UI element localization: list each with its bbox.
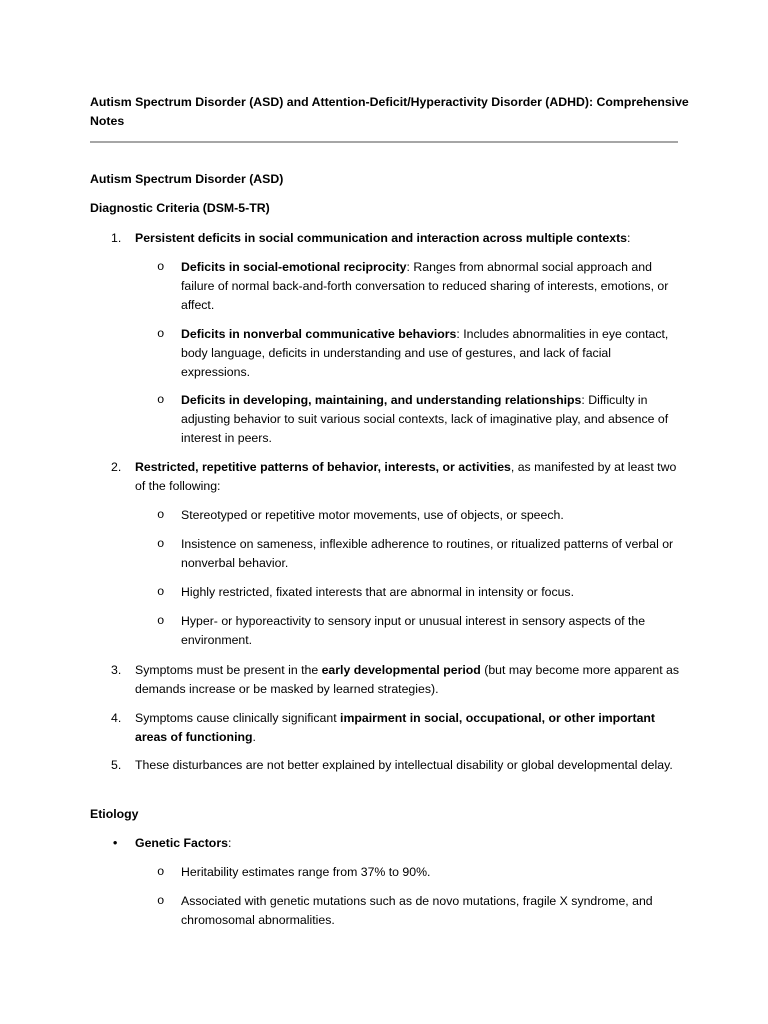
criterion-2-subitem-4	[157, 612, 681, 650]
subitem-text: Stereotyped or repetitive motor movements, use of objects, or speech.	[181, 508, 564, 522]
criterion-1-subitem-3	[157, 391, 681, 448]
criterion-bold-text: early developmental period	[321, 663, 481, 677]
criterion-number: 1.	[111, 231, 122, 245]
criterion-text: :	[627, 231, 631, 245]
criterion-2	[111, 458, 680, 496]
criterion-bold-text: Restricted, repetitive patterns of behavior, interests, or activities	[135, 460, 511, 474]
bullet-marker: o	[157, 327, 165, 341]
document-title: Autism Spectrum Disorder (ASD) and Attention-Deficit/Hyperactivity Disorder (ADHD): Comprehensive Notes	[90, 95, 689, 128]
criterion-4	[111, 709, 680, 747]
criterion-2-subitem-3	[157, 583, 681, 602]
subsection-heading-criteria: Diagnostic Criteria (DSM-5-TR)	[90, 201, 270, 215]
bullet-marker: o	[157, 614, 165, 628]
bullet-marker: o	[157, 585, 165, 599]
subitem-text: Highly restricted, fixated interests that are abnormal in intensity or focus.	[181, 585, 574, 599]
criterion-3	[111, 661, 680, 699]
criterion-1-subitem-1	[157, 258, 681, 315]
etiology-item-genetic	[113, 834, 680, 853]
criterion-2-subitem-2	[157, 535, 681, 573]
etiology-bold-text: Genetic Factors	[135, 836, 228, 850]
criterion-bold-text: Persistent deficits in social communication and interaction across multiple contexts	[135, 231, 628, 245]
criterion-pre-text: Symptoms cause clinically significant	[135, 711, 341, 725]
criterion-5	[111, 756, 680, 775]
bullet-marker: o	[157, 537, 165, 551]
criterion-number: 4.	[111, 711, 122, 725]
criterion-text: (but may become more apparent as demands increase or be masked by learned strategies).	[135, 663, 680, 696]
criterion-number: 5.	[111, 758, 122, 772]
etiology-subitem-1	[157, 863, 681, 882]
bullet-marker: o	[157, 894, 165, 908]
criterion-text: These disturbances are not better explained by intellectual disability or global developmental delay.	[135, 758, 673, 772]
etiology-subitem-2	[157, 892, 681, 930]
bullet-marker: o	[157, 508, 165, 522]
bullet-marker: o	[157, 865, 165, 879]
subitem-text: : Includes abnormalities in eye contact, body language, deficits in understanding and use of gestures, and lack of facial expressions.	[181, 327, 669, 379]
subitem-bold-text: Deficits in nonverbal communicative behaviors	[181, 327, 457, 341]
subitem-text: Heritability estimates range from 37% to 90%.	[181, 865, 431, 879]
subitem-text: : Difficulty in adjusting behavior to suit various social contexts, lack of imaginative play, and absence of interest in peers.	[181, 393, 669, 445]
bullet-marker: o	[157, 260, 165, 274]
criterion-pre-text: Symptoms must be present in the	[135, 663, 322, 677]
bullet-marker: o	[157, 393, 165, 407]
section-heading-asd: Autism Spectrum Disorder (ASD)	[90, 172, 284, 186]
criterion-bold-text: impairment in social, occupational, or other important areas of functioning	[135, 711, 656, 744]
subitem-text: Insistence on sameness, inflexible adherence to routines, or ritualized patterns of verbal or nonverbal behavior.	[181, 537, 674, 570]
criterion-1-subitem-2	[157, 325, 681, 382]
subitem-text: Associated with genetic mutations such as de novo mutations, fragile X syndrome, and chromosomal abnormalities.	[181, 894, 653, 927]
criterion-text: , as manifested by at least two of the following:	[135, 460, 677, 493]
subitem-text: Hyper- or hyporeactivity to sensory input or unusual interest in sensory aspects of the environment.	[181, 614, 646, 647]
criterion-1	[111, 229, 680, 248]
subitem-bold-text: Deficits in developing, maintaining, and understanding relationships	[181, 393, 582, 407]
subitem-bold-text: Deficits in social-emotional reciprocity	[181, 260, 407, 274]
etiology-text: :	[227, 836, 232, 850]
subitem-text: : Ranges from abnormal social approach and failure of normal back-and-forth conversation to reduced sharing of interests, emotions, or affect.	[181, 260, 669, 312]
criterion-number: 3.	[111, 663, 122, 677]
bullet-dot: •	[113, 836, 118, 850]
subsection-heading-etiology: Etiology	[90, 807, 139, 821]
title-divider	[90, 141, 678, 143]
criterion-text: .	[252, 730, 256, 744]
criterion-2-subitem-1	[157, 506, 681, 525]
criterion-number: 2.	[111, 460, 122, 474]
